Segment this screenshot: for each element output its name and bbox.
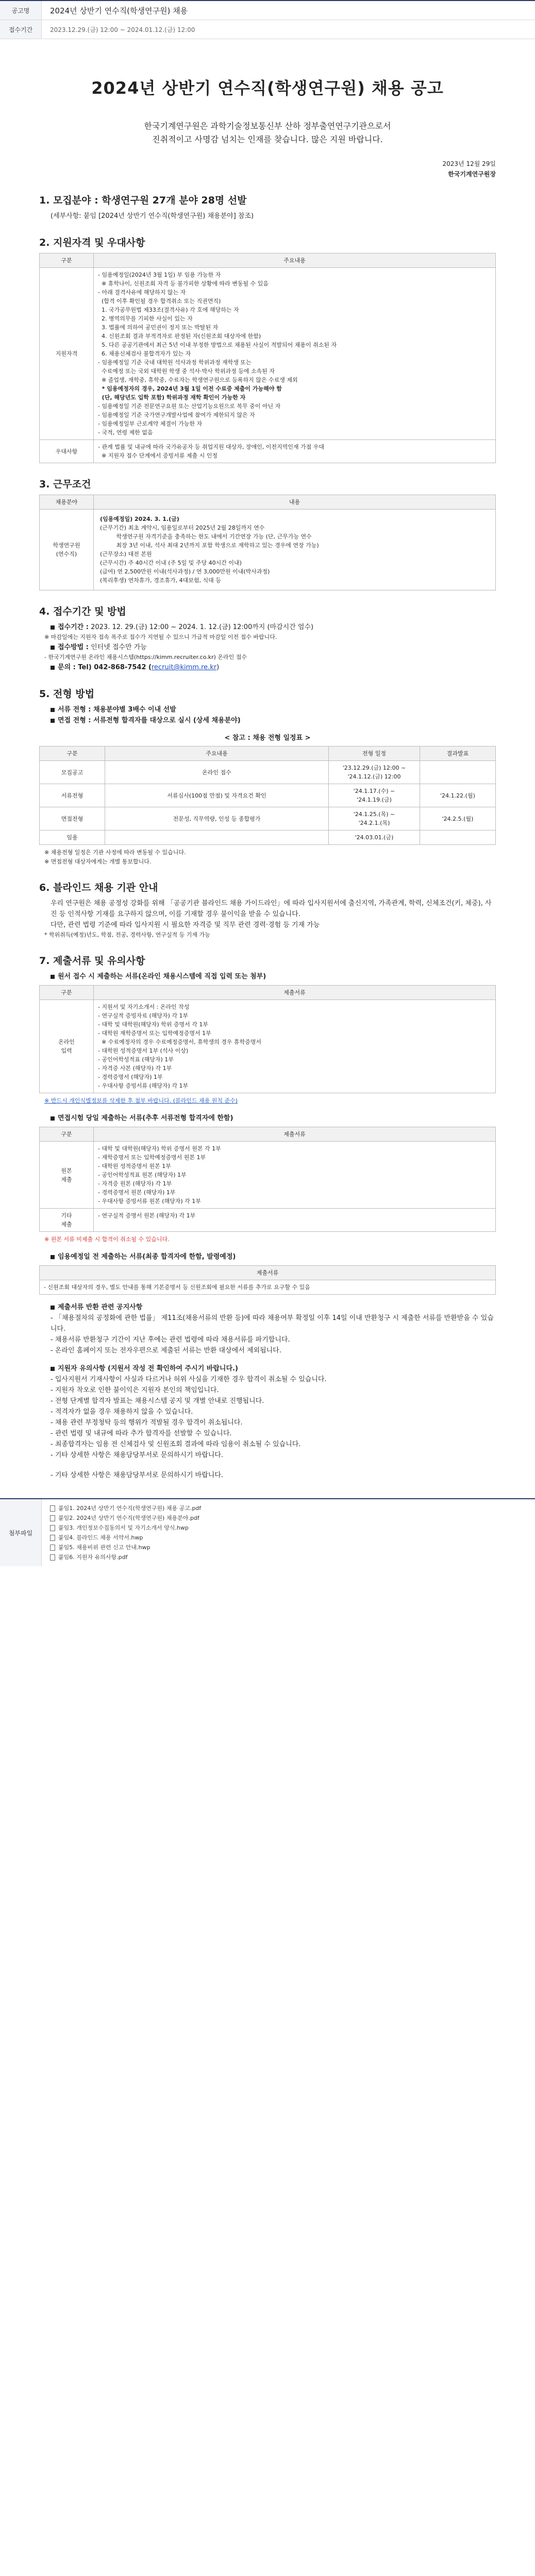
square-bullet-icon (51, 1367, 55, 1371)
table-line: (근무시간) 주 40시간 이내 (주 5일 및 주당 40시간 이내) (100, 560, 242, 566)
doc-lead (39, 120, 496, 146)
field-value: 2023. 12. 29.(금) 12:00 ~ 2024. 1. 12.(금) 12:00까지 (마감시간 엄수) (91, 623, 314, 631)
table-line: - 대학원 성적증명서 1부 (석사 이상) (98, 1047, 189, 1054)
attachment-name[interactable]: 붙임1. 2024년 상반기 연수직(학생연구원) 채용 공고.pdf (58, 1505, 202, 1512)
row-category: 원본 제출 (40, 1142, 94, 1209)
table-header: 주요내용 (94, 253, 496, 268)
file-icon (50, 1525, 55, 1531)
table-line: - 대학 및 대학원(해당자) 학위 증명서 원본 각 1부 (98, 1145, 221, 1152)
section-5-title: 5. 전형 방법 (39, 688, 95, 700)
attachment-name[interactable]: 붙임2. 2024년 상반기 연수직(학생연구원) 채용분야.pdf (58, 1515, 199, 1521)
row-category: 지원자격 (40, 268, 94, 440)
original-docs-warning: ※ 원본 서류 미제출 시 합격이 취소될 수 있습니다. (44, 1236, 170, 1243)
conditions-lines (94, 510, 496, 590)
field-value: 면접시험 당일 제출하는 서류(추후 서류전형 합격자에 한함) (58, 1114, 233, 1122)
cell: '24.03.01.(금) (329, 831, 420, 845)
square-bullet-icon (51, 646, 55, 650)
table-line: - 자격증 원본 (해당자) 각 1부 (98, 1180, 172, 1187)
caution-line: - 적격자가 없을 경우 채용하지 않을 수 있습니다. (51, 1408, 193, 1416)
table-line: 최장 3년 이내, 석사 최대 2년까지 포함 학생으로 재학하고 있는 경우에 연장 가능) (100, 542, 319, 549)
attachment-name[interactable]: 붙임3. 개인정보수집동의서 및 자기소개서 양식.hwp (58, 1524, 189, 1531)
file-icon (50, 1545, 55, 1551)
cell: 서류심사(100점 만점) 및 자격요건 확인 (105, 784, 329, 807)
field-value: 서류 전형 : 채용분야별 3배수 이내 선발 (58, 706, 176, 714)
attachment-item[interactable] (50, 1523, 201, 1533)
table-row (40, 807, 496, 831)
caution-line: - 전형 단계별 합격자 발표는 채용시스템 공지 및 개별 안내로 진행됩니다. (51, 1397, 264, 1405)
square-bullet-icon (51, 1255, 55, 1259)
table-line: - 임용예정일 기준 전문연구요원 또는 산업기능요원으로 복무 중이 아닌 자 (98, 403, 281, 410)
table-header: 구분 (40, 986, 94, 1000)
table-line: (복리후생) 연차휴가, 경조휴가, 4대보험, 식대 등 (100, 577, 221, 584)
table-line: - 우대사항 증빙서류 (해당자) 각 1부 (98, 1082, 189, 1089)
section-2-title: 2. 지원자격 및 우대사항 (39, 237, 145, 248)
interview-line (51, 715, 496, 726)
cell: 임용 (40, 831, 105, 845)
section-4-title: 4. 접수기간 및 방법 (39, 606, 126, 617)
screening-line (51, 704, 496, 715)
table-header: 구분 (40, 1127, 94, 1142)
conditions-table (39, 495, 496, 590)
blind-guide-link[interactable]: ※ 반드시 개인식별정보를 삭제한 후 첨부 바랍니다. (블라인드 채용 원칙 준수) (44, 1097, 238, 1104)
table-line: 6. 채용신체검사 불합격자가 있는 자 (98, 350, 191, 357)
period-value: 2023.12.29.(금) 12:00 ~ 2024.01.12.(금) 12:00 (50, 26, 195, 33)
lead-line: 한국기계연구원은 과학기술정보통신부 산하 정부출연연구기관으로서 (144, 121, 391, 131)
apply-method (51, 642, 496, 653)
row-category: 학생연구원 (연수직) (40, 510, 94, 590)
square-bullet-icon (51, 975, 55, 979)
table-line: - 임용예정일부 근로계약 체결이 가능한 자 (98, 420, 203, 427)
square-bullet-icon (51, 719, 55, 723)
table-line: - 경력증명서 원본 (해당자) 1부 (98, 1189, 176, 1196)
schedule-table (39, 746, 496, 845)
table-header: 제출서류 (40, 1266, 496, 1280)
contact-email-link[interactable]: recruit@kimm.re.kr (151, 664, 217, 671)
table-header: 결과발표 (420, 747, 496, 761)
cell: '23.12.29.(금) 12:00 ~ '24.1.12.(금) 12:00 (329, 761, 420, 784)
apply-method-detail: - 한국기계연구원 온라인 채용시스템(https://kimm.recruiter.co.kr) 온라인 접수 (44, 654, 247, 660)
field-value: 지원자 유의사항 (지원서 작성 전 확인하여 주시기 바랍니다.) (58, 1365, 238, 1372)
table-line: ※ 졸업생, 재학중, 휴학중, 수료자는 학생연구원으로 등록하지 않은 수료생 제외 (98, 377, 298, 383)
table-line: ※ 휴학나이, 신원조회 자격 등 불가피한 상황에 따라 변동될 수 있음 (98, 280, 269, 287)
attachment-item[interactable] (50, 1513, 201, 1523)
caution-line: - 지원자 착오로 인한 불이익은 지원자 본인의 책임입니다. (51, 1386, 219, 1394)
section-7-title: 7. 제출서류 및 유의사항 (39, 955, 145, 967)
docs-heading (51, 971, 496, 982)
section-3-title: 3. 근무조건 (39, 479, 91, 490)
table-line: - 공인어학성적표 (해당자) 1부 (98, 1056, 174, 1063)
table-header: 구분 (40, 747, 105, 761)
return-notice: - 온라인 홈페이지 또는 전자우편으로 제출된 서류는 반환 대상에서 제외됩니다. (51, 1347, 281, 1354)
title-row (0, 1, 535, 20)
table-header: 채용분야 (40, 495, 94, 510)
qualification-lines (94, 268, 496, 440)
interview-docs-lines (94, 1142, 496, 1209)
title-label: 공고명 (0, 1, 42, 20)
table-line: - 재학증명서 또는 입학예정증명서 원본 1부 (98, 1154, 206, 1161)
row-category: 우대사항 (40, 440, 94, 463)
cell: 전문성, 직무역량, 인성 등 종합평가 (105, 807, 329, 831)
file-icon (50, 1554, 55, 1561)
attachment-name[interactable]: 붙임6. 지원자 유의사항.pdf (58, 1554, 128, 1561)
table-header: 주요내용 (105, 747, 329, 761)
lead-line: 진취적이고 사명감 넘치는 인재를 찾습니다. 많은 지원 바랍니다. (152, 134, 383, 144)
interview-docs-table (39, 1127, 496, 1232)
file-icon (50, 1515, 55, 1521)
field-value: 의 : Tel) 042-868-7542 ( (64, 664, 152, 671)
blind-paragraph: 우리 연구원은 채용 공정성 강화를 위해 「공공기관 블라인드 채용 가이드라인」에 따라 입사지원서에 출신지역, 가족관계, 학력, 신체조건(키, 체중), 사진 등 인적사항 기재를 요구하지 않으며, 이를 기재할 경우 불이익을 받을 수 있습니다. (51, 900, 492, 918)
schedule-note: ※ 채용전형 일정은 기관 사정에 따라 변동될 수 있습니다. (44, 849, 186, 856)
table-line: - 임용예정일 기준 국가연구개발사업에 참여가 제한되지 않은 자 (98, 412, 255, 418)
table-line: - 연구실적 증빙자료 (해당자) 각 1부 (98, 1012, 189, 1019)
attachments-list (42, 1499, 209, 1566)
period-row (0, 20, 535, 39)
row-category: 온라인 입력 (40, 1000, 94, 1093)
row-category: 기타 제출 (40, 1209, 94, 1232)
field-value: ) (216, 664, 220, 671)
return-notice: - 채용서류 반환청구 기간이 지난 후에는 관련 법령에 따라 채용서류를 파기합니다. (51, 1336, 290, 1344)
online-docs-table (39, 985, 496, 1093)
table-line: - 자격증 사본 (해당자) 각 1부 (98, 1065, 172, 1072)
file-icon (50, 1535, 55, 1541)
table-line: - 대학원 성적증명서 원본 1부 (98, 1163, 171, 1170)
online-docs-lines (94, 1000, 496, 1093)
table-line: 수료예정 또는 국외 대학원 학생 중 석사·박사 학위과정 등에 소속된 자 (98, 368, 275, 375)
table-line: (합격 이후 확인될 경우 합격취소 또는 직권면직) (98, 298, 221, 304)
table-line: ※ 수료예정자의 경우 수료예정증명서, 휴학생의 경우 휴학증명서 (98, 1039, 261, 1045)
cell: 면접전형 (40, 807, 105, 831)
docs-heading (51, 1302, 496, 1313)
notice-document (0, 75, 535, 1481)
table-row (40, 831, 496, 845)
docs-heading (51, 1251, 496, 1262)
table-line: 1. 국가공무원법 제33조(결격사유) 각 호에 해당하는 자 (98, 307, 239, 313)
field-value: 임용예정일 전 제출하는 서류(최종 합격자에 한함, 발령예정) (58, 1253, 236, 1261)
field-value: 인터넷 접수만 가능 (91, 643, 147, 651)
attachment-name[interactable]: 붙임4. 블라인드 채용 서약서.hwp (58, 1534, 143, 1541)
schedule-note: ※ 면접전형 대상자에게는 개별 통보합니다. (44, 858, 152, 865)
final-note: - 기타 상세한 사항은 채용담당부서로 문의하시기 바랍니다. (51, 1471, 224, 1479)
table-line: (급여) 연 2,500만원 이내(석사과정) / 연 3,000만원 이내(박사과정) (100, 568, 270, 575)
cell: 서류전형 (40, 784, 105, 807)
blind-paragraph: 다만, 관련 법령 기준에 따라 입사지원 시 필요한 자격증 및 직무 관련 경력·경험 등 기재 가능 (51, 921, 320, 929)
final-docs-line: - 신원조회 대상자의 경우, 별도 안내를 통해 기본증명서 등 신원조회에 필요한 서류를 추가로 요구할 수 있음 (40, 1280, 496, 1295)
schedule-caption: < 참고 : 채용 전형 일정표 > (224, 734, 311, 742)
table-line: 학생연구원 자격기준을 충족하는 한도 내에서 기간연장 가능 (단, 근무가능 연수 (100, 533, 312, 540)
square-bullet-icon (51, 625, 55, 630)
contact-line (51, 662, 496, 673)
field-value: 원서 접수 시 제출하는 서류(온라인 채용시스템에 직접 입력 또는 첨부) (58, 973, 266, 980)
attachment-item[interactable] (50, 1543, 201, 1552)
square-bullet-icon (51, 1116, 55, 1121)
table-line: 3. 법률에 의하여 공민권이 정지 또는 박탈된 자 (98, 324, 219, 331)
table-line: * 임용예정자의 경우, 2024년 3월 1일 이전 수료증 제출이 가능해야 함 (98, 385, 282, 392)
attachment-item[interactable] (50, 1533, 201, 1543)
cell: 온라인 접수 (105, 761, 329, 784)
table-header: 제출서류 (94, 986, 496, 1000)
table-line: 5. 다른 공공기관에서 최근 5년 이내 부정한 방법으로 채용된 사실이 적발되어 채용이 취소된 자 (98, 342, 337, 348)
cell: '24.1.25.(목) ~ '24.2.1.(목) (329, 807, 420, 831)
preference-lines (94, 440, 496, 463)
table-line: - 경력증명서 (해당자) 1부 (98, 1074, 163, 1080)
table-line: - 우대사항 증빙서류 원본 (해당자) 각 1부 (98, 1198, 201, 1205)
caution-line: - 채용 관련 부정청탁 등의 행위가 적발될 경우 합격이 취소됩니다. (51, 1419, 243, 1427)
attachments-label: 첨부파일 (0, 1499, 42, 1566)
docs-heading (51, 1113, 496, 1124)
section-1-heading: 1. 모집분야 : 학생연구원 27개 분야 28명 선발 (39, 195, 247, 206)
table-line: - 관계 법률 및 내규에 따라 국가유공자 등 취업지원 대상자, 장애인, 이전지역인재 가점 우대 (98, 444, 324, 450)
field-label: 문 (58, 664, 64, 671)
apply-period (51, 622, 496, 633)
other-docs-lines (94, 1209, 496, 1232)
table-line: - 국적, 연령 제한 없음 (98, 429, 153, 436)
blind-note: * 학위취득(예정)년도, 학점, 전공, 경력사항, 연구실적 등 기재 가능 (44, 931, 210, 938)
caution-line: - 기타 상세한 사항은 채용담당부서로 문의하시기 바랍니다. (51, 1451, 224, 1459)
file-icon (50, 1505, 55, 1512)
field-value: 면접 전형 : 서류전형 합격자를 대상으로 실시 (상세 채용분야) (58, 717, 241, 724)
table-line: (단, 해당년도 입학 포함) 학위과정 재학 확인이 가능한 자 (98, 394, 246, 401)
qualification-table (39, 253, 496, 463)
attachment-item[interactable] (50, 1552, 201, 1562)
table-line: - 연구실적 증명서 원본 (해당자) 각 1부 (98, 1212, 196, 1219)
table-line: 4. 신원조회 결과 부적격자로 판정된 자(신원조회 대상자에 한함) (98, 333, 261, 340)
docs-heading (51, 1363, 496, 1374)
cell (420, 761, 496, 784)
final-docs-table (39, 1265, 496, 1295)
cell (420, 831, 496, 845)
date-block (39, 159, 496, 179)
cell: 모집공고 (40, 761, 105, 784)
table-line: (근무기간) 최초 계약시, 임용일로부터 2025년 2월 28일까지 연수 (100, 524, 265, 531)
attachments-row (0, 1499, 535, 1566)
table-header: 제출서류 (94, 1127, 496, 1142)
square-bullet-icon (51, 666, 55, 670)
table-header: 전형 일정 (329, 747, 420, 761)
cell: '24.2.5.(월) (420, 807, 496, 831)
table-line: 2. 병역의무를 기피한 사실이 있는 자 (98, 315, 193, 322)
field-value: 제출서류 반환 관련 공지사항 (58, 1303, 143, 1311)
cell (105, 831, 329, 845)
table-line: ※ 지원자 접수 단계에서 증빙서류 제출 시 인정 (98, 452, 218, 459)
doc-title: 2024년 상반기 연수직(학생연구원) 채용 공고 (91, 78, 444, 98)
caution-line: - 최종합격자는 임용 전 신체검사 및 신원조회 결과에 따라 임용이 취소될 수 있습니다. (51, 1440, 301, 1448)
table-line: (임용예정일) 2024. 3. 1.(금) (100, 516, 179, 522)
return-notice: - 「채용절차의 공정화에 관한 법률」 제11조(채용서류의 반환 등)에 따라 채용여부 확정일 이후 14일 이내 반환청구 시 제출한 서류를 반환받을 수 있습니다. (51, 1314, 494, 1333)
table-row (40, 761, 496, 784)
apply-note: ※ 마감일에는 지원자 접속 폭주로 접수가 지연될 수 있으니 가급적 마감일 이전 접수 바랍니다. (44, 634, 277, 640)
table-line: - 공인어학성적표 원본 (해당자) 1부 (98, 1172, 187, 1178)
square-bullet-icon (51, 708, 55, 712)
table-line: - 지원서 및 자기소개서 : 온라인 작성 (98, 1004, 190, 1010)
cell: '24.1.17.(수) ~ '24.1.19.(금) (329, 784, 420, 807)
doc-org: 한국기계연구원장 (448, 171, 496, 178)
doc-date: 2023년 12월 29일 (442, 160, 496, 167)
section-6-title: 6. 블라인드 채용 기관 안내 (39, 882, 158, 893)
attachment-item[interactable] (50, 1503, 201, 1513)
table-line: - 임용예정일 기준 국내 대학원 석사과정 학위과정 재학생 또는 (98, 359, 252, 366)
table-line: - 임용예정일(2024년 3월 1일) 부 임용 가능한 자 (98, 272, 221, 278)
field-label: 접수방법 : (58, 643, 89, 651)
attachment-name[interactable]: 붙임5. 채용비위 관련 신고 안내.hwp (58, 1544, 151, 1551)
table-header: 구분 (40, 253, 94, 268)
notice-title: 2024년 상반기 연수직(학생연구원) 채용 (50, 6, 188, 15)
caution-line: - 관련 법령 및 내규에 따라 추가 합격자를 선발할 수 있습니다. (51, 1430, 232, 1437)
table-line: - 대학 및 대학원(해당자) 학위 증명서 각 1부 (98, 1021, 209, 1028)
table-header: 내용 (94, 495, 496, 510)
table-row (40, 784, 496, 807)
section-1-sub: (세부사항: 붙임 [2024년 상반기 연수직(학생연구원) 채용분야] 참조) (51, 212, 254, 220)
table-line: - 대학원 재학증명서 또는 입학예정증명서 1부 (98, 1030, 211, 1037)
field-label: 접수기간 : (58, 623, 89, 631)
section-1-title (39, 193, 496, 207)
square-bullet-icon (51, 1306, 55, 1310)
notice-header (0, 0, 535, 39)
table-line: (근무장소) 대전 본원 (100, 551, 152, 557)
period-label: 접수기간 (0, 20, 42, 39)
caution-line: - 입사지원서 기재사항이 사실과 다르거나 허위 사실을 기재한 경우 합격이 취소될 수 있습니다. (51, 1376, 327, 1383)
cell: '24.1.22.(월) (420, 784, 496, 807)
attachments-section (0, 1498, 535, 1566)
table-line: - 아래 결격사유에 해당하지 않는 자 (98, 289, 186, 296)
